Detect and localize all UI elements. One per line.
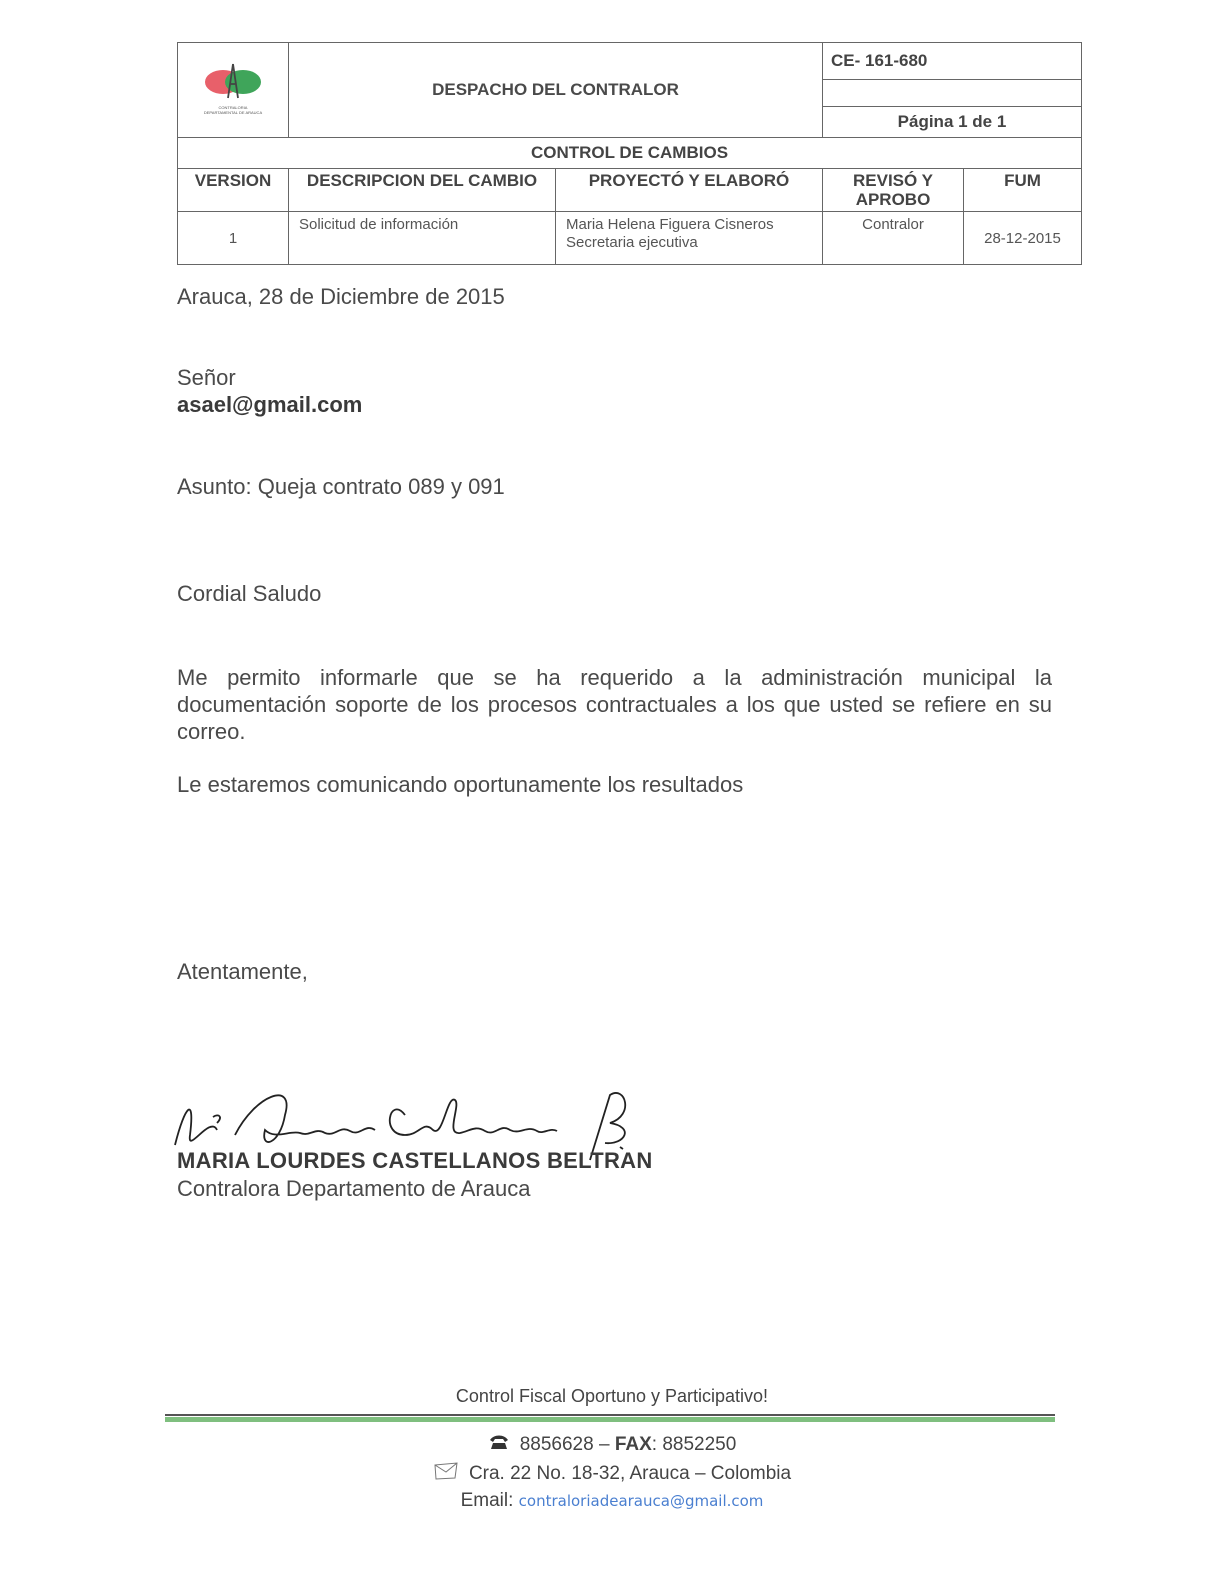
cell-version: 1 bbox=[178, 212, 289, 265]
recipient: asael@gmail.com bbox=[177, 392, 363, 417]
email-link[interactable]: contraloriadearauca@gmail.com bbox=[518, 1492, 764, 1510]
envelope-icon bbox=[433, 1462, 459, 1486]
footer-address-line bbox=[0, 1462, 1224, 1486]
fax-label: FAX bbox=[614, 1434, 652, 1456]
fax-number: : 8852250 bbox=[651, 1434, 737, 1456]
footer-slogan: Control Fiscal Oportuno y Participativo! bbox=[455, 1386, 769, 1406]
date-line: Arauca, 28 de Diciembre de 2015 bbox=[177, 284, 505, 309]
office-title: DESPACHO DEL CONTRALOR bbox=[289, 43, 823, 138]
body-paragraph-2: Le estaremos comunicando oportunamente los resultados bbox=[177, 772, 744, 797]
column-header-fum: FUM bbox=[964, 169, 1082, 212]
logo-icon bbox=[203, 62, 263, 100]
column-header-author: PROYECTÓ Y ELABORÓ bbox=[556, 169, 823, 212]
footer-green-band bbox=[165, 1417, 1055, 1422]
logo-cell bbox=[178, 43, 289, 138]
closing: Atentamente, bbox=[177, 959, 308, 984]
logo-caption-1: CONTRALORIA bbox=[218, 104, 248, 110]
author-name: Maria Helena Figuera Cisneros bbox=[566, 216, 774, 233]
body-paragraph-1: Me permito informarle que se ha requerido a la administración municipal la documentación soporte de los procesos contractuales a los que usted se refiere en su correo. bbox=[177, 665, 1052, 744]
footer-email-line bbox=[0, 1490, 1224, 1512]
greeting: Cordial Saludo bbox=[177, 581, 322, 606]
column-header-version: VERSION bbox=[178, 169, 289, 212]
telephone-icon bbox=[488, 1434, 510, 1456]
signer-name: MARIA LOURDES CASTELLANOS BELTRAN bbox=[177, 1148, 653, 1173]
signer-role: Contralora Departamento de Arauca bbox=[177, 1176, 531, 1201]
control-de-cambios-heading: CONTROL DE CAMBIOS bbox=[178, 138, 1082, 169]
cell-description: Solicitud de información bbox=[289, 212, 556, 265]
footer-divider bbox=[165, 1414, 1055, 1416]
cell-fum: 28-12-2015 bbox=[964, 212, 1082, 265]
author-role: Secretaria ejecutiva bbox=[566, 234, 698, 251]
subject-line: Asunto: Queja contrato 089 y 091 bbox=[177, 474, 505, 499]
column-header-description: DESCRIPCION DEL CAMBIO bbox=[289, 169, 556, 212]
document-code: CE- 161-680 bbox=[823, 43, 1082, 80]
salutation-title: Señor bbox=[177, 365, 236, 390]
cell-author bbox=[556, 212, 823, 265]
footer-phone-line bbox=[0, 1434, 1224, 1456]
email-label: Email: bbox=[460, 1490, 514, 1511]
table-row bbox=[178, 212, 1082, 265]
column-header-approver: REVISÓ Y APROBO bbox=[823, 169, 964, 212]
document-header-table bbox=[177, 42, 1082, 265]
logo-caption-2: DEPARTAMENTAL DE ARAUCA bbox=[203, 109, 263, 115]
cell-approver: Contralor bbox=[823, 212, 964, 265]
phone-number: 8856628 – bbox=[519, 1434, 610, 1456]
page-number: Página 1 de 1 bbox=[823, 107, 1082, 138]
contraloria-logo bbox=[193, 62, 273, 115]
empty-cell bbox=[823, 80, 1082, 107]
address: Cra. 22 No. 18-32, Arauca – Colombia bbox=[468, 1463, 792, 1485]
